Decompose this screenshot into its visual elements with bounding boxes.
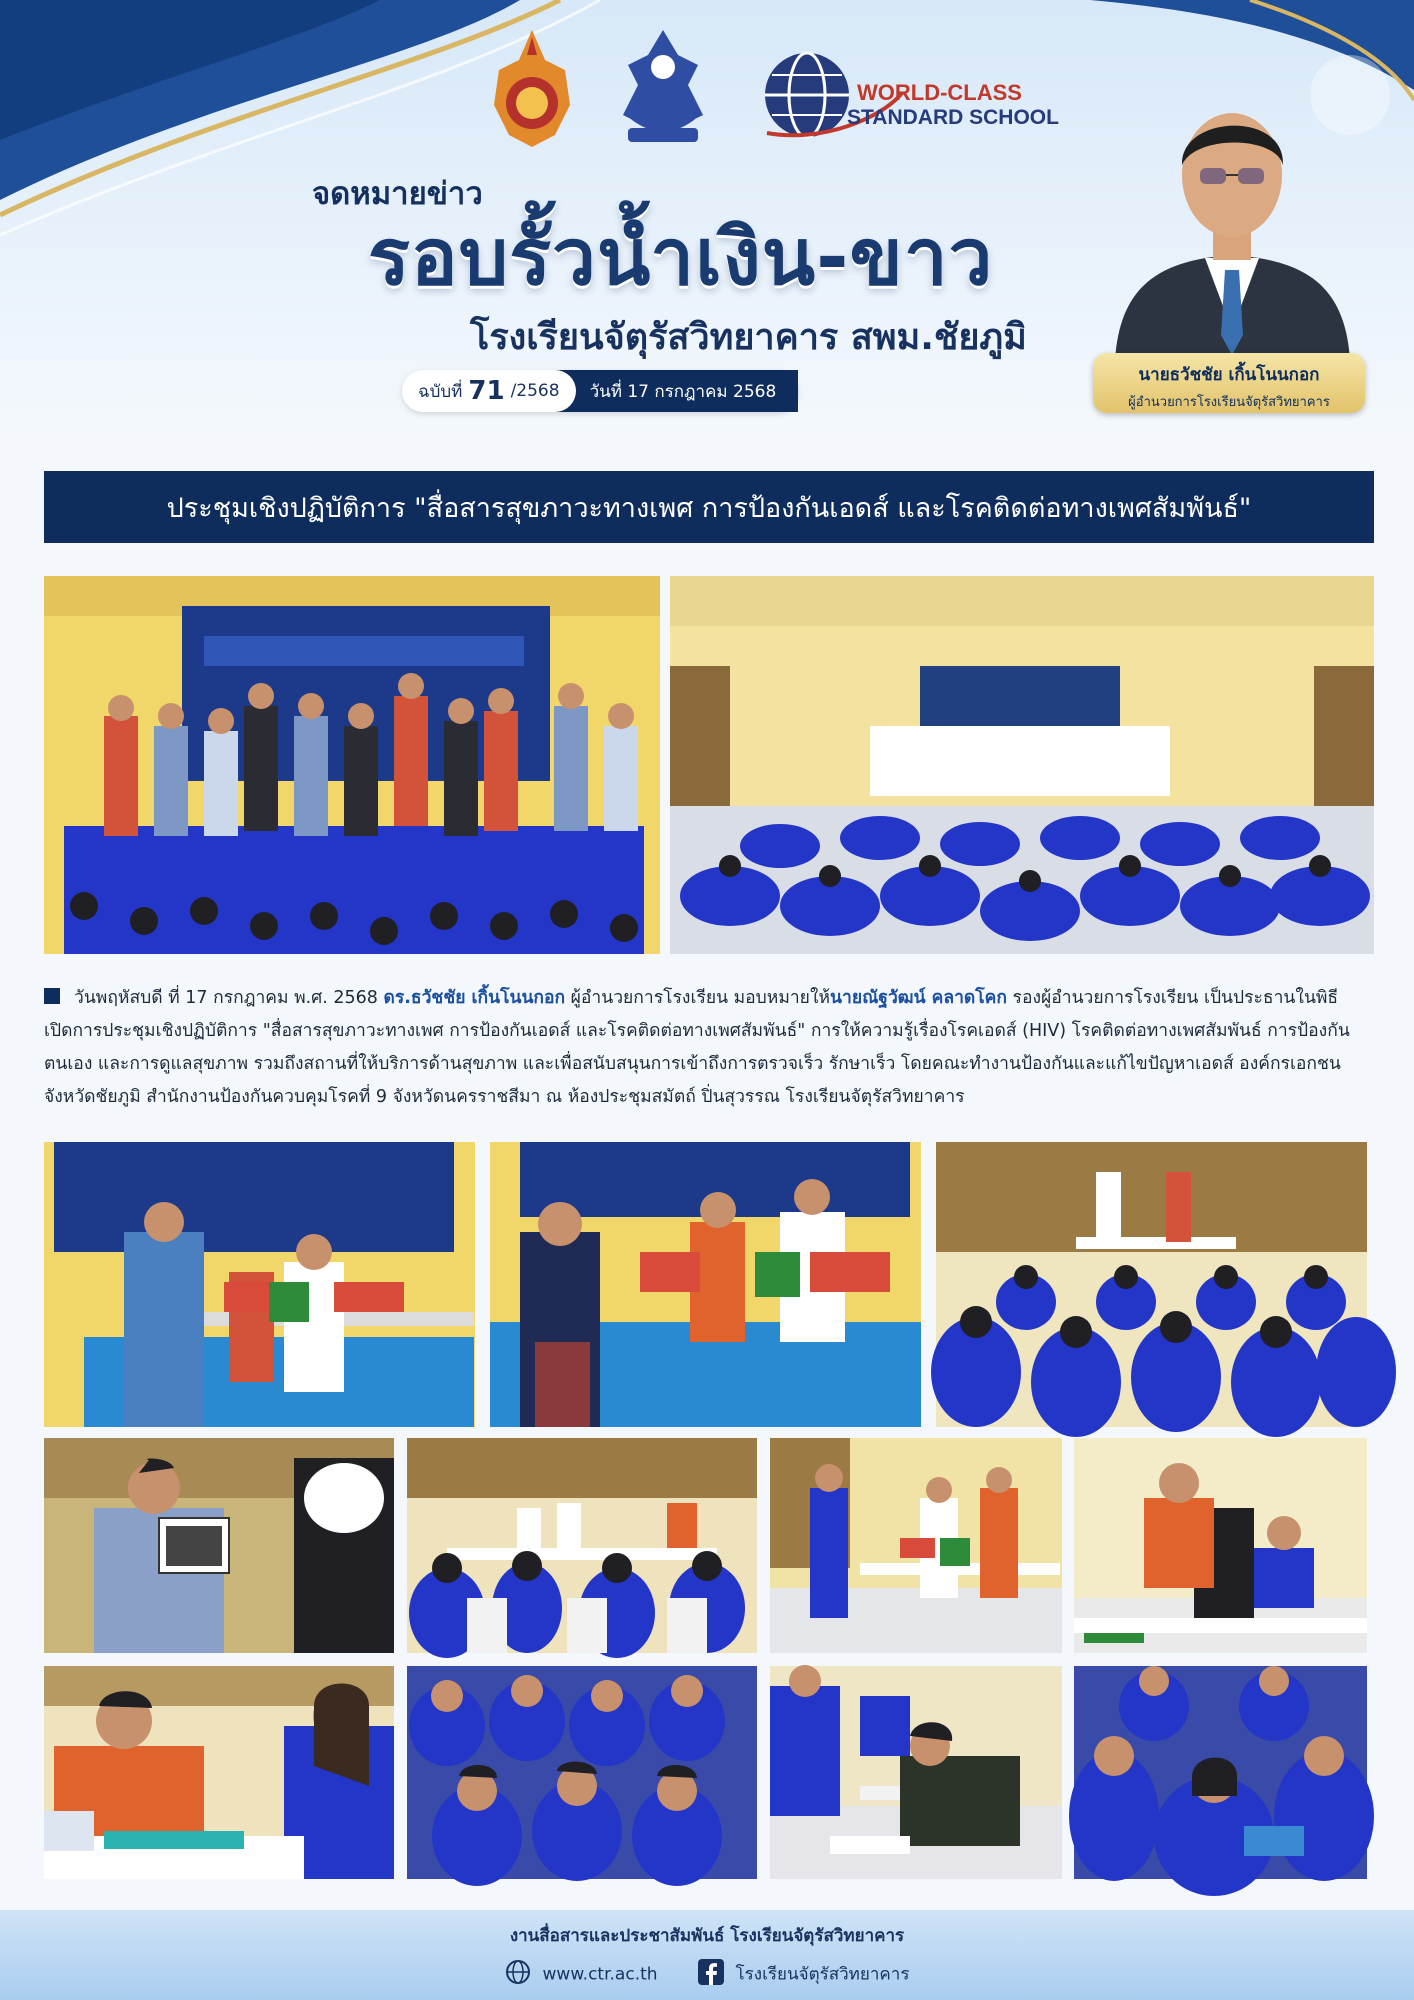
issue-date: วันที่ 17 กรกฎาคม 2568	[556, 370, 799, 412]
svg-text:STANDARD SCHOOL: STANDARD SCHOOL	[847, 106, 1059, 129]
photo-students-crowd	[407, 1666, 757, 1879]
issue-number-box	[402, 370, 576, 412]
school-name: โรงเรียนจัตุรัสวิทยาคาร สพม.ชัยภูมิ	[470, 317, 1027, 358]
article-body	[44, 982, 1364, 1114]
photo-classroom-tables	[407, 1438, 757, 1653]
issue-number: 71	[468, 376, 505, 406]
photo-students-seated	[936, 1142, 1367, 1427]
footer-website[interactable]	[505, 1959, 658, 1990]
director-name-plate	[1093, 353, 1365, 413]
body-text-part2: ผู้อำนวยการโรงเรียน มอบหมายให้	[565, 988, 831, 1008]
website-url: www.ctr.ac.th	[542, 1964, 658, 1985]
photo-blood-test	[44, 1666, 394, 1879]
newsletter-footer	[0, 1910, 1414, 2000]
logo-row	[485, 25, 718, 150]
body-text-part1: วันพฤหัสบดี ที่ 17 กรกฎาคม พ.ศ. 2568	[74, 988, 384, 1008]
photo-health-station	[770, 1438, 1062, 1653]
photo-teacher-slide	[44, 1438, 394, 1653]
newsletter-kicker: จดหมายข่าว	[312, 176, 483, 212]
footer-department: งานสื่อสารและประชาสัมพันธ์ โรงเรียนจัตุรัสวิทยาคาร	[509, 1926, 905, 1946]
photo-students-smiling	[1074, 1666, 1367, 1879]
svg-text:WORLD-CLASS: WORLD-CLASS	[857, 80, 1022, 105]
body-text-part3: รองผู้อำนวยการโรงเรียน เป็นประธานในพิธีเปิดการประชุมเชิงปฏิบัติการ "สื่อสารสุขภาวะทางเพศ การป้องกันเอดส์ และโรคติดต่อทางเพศสัมพันธ์" การให้ความรู้เรื่องโรคเอดส์ (HIV) โรคติดต่อทางเพศสัมพันธ์ การป้องกันตนเอง และการดูแลสุขภาพ รวมถึงสถานที่ให้บริการด้านสุขภาพ และเพื่อสนับสนุนการเข้าถึงการตรวจเร็ว รักษาเร็ว โดยคณะทำงานป้องกันและแก้ไขปัญหาเอดส์ องค์กรเอกชน จังหวัดชัยภูมิ สำนักงานป้องกันควบคุมโรคที่ 9 จังหวัดนครราชสีมา ณ ห้องประชุมสมัตถ์ ปิ่นสุวรรณ โรงเรียนจัตุรัสวิทยาคาร	[44, 988, 1350, 1107]
photo-speaker-demo-2	[490, 1142, 921, 1427]
director-portrait	[1105, 70, 1360, 360]
director-position: ผู้อำนวยการโรงเรียนจัตุรัสวิทยาคาร	[1128, 395, 1330, 410]
photo-speaker-demo-1	[44, 1142, 475, 1427]
photo-student-writing	[770, 1666, 1062, 1879]
photo-group-stage	[44, 576, 660, 954]
footer-facebook[interactable]	[698, 1959, 910, 1990]
issue-badge	[402, 370, 798, 412]
newsletter-title: รอบรั้วน้ำเงิน-ขาว	[368, 213, 994, 303]
facebook-icon	[698, 1959, 724, 1990]
article-headline: ประชุมเชิงปฏิบัติการ "สื่อสารสุขภาวะทางเพศ การป้องกันเอดส์ และโรคติดต่อทางเพศสัมพันธ์"	[44, 471, 1374, 543]
globe-icon	[505, 1959, 531, 1990]
issue-prefix: ฉบับที่	[418, 381, 463, 402]
body-highlight-deputy: นายณัฐวัฒน์ คลาดโคก	[830, 988, 1007, 1008]
photo-blood-pressure	[1074, 1438, 1367, 1653]
world-class-school-logo	[762, 48, 1059, 143]
footer-contact-row	[0, 1959, 1414, 1990]
facebook-page-name: โรงเรียนจัตุรัสวิทยาคาร	[735, 1964, 910, 1985]
director-name: นายธวัชชัย เกิ้นโนนกอก	[1138, 365, 1320, 385]
school-emblem-icon	[608, 25, 718, 150]
photo-hall-students	[670, 576, 1374, 954]
body-bullet-marker	[44, 988, 60, 1004]
body-highlight-director: ดร.ธวัชชัย เกิ้นโนนกอก	[383, 988, 566, 1008]
newsletter-header	[0, 0, 1414, 435]
ministry-emblem-icon	[485, 25, 580, 150]
issue-year: /2568	[510, 381, 560, 401]
